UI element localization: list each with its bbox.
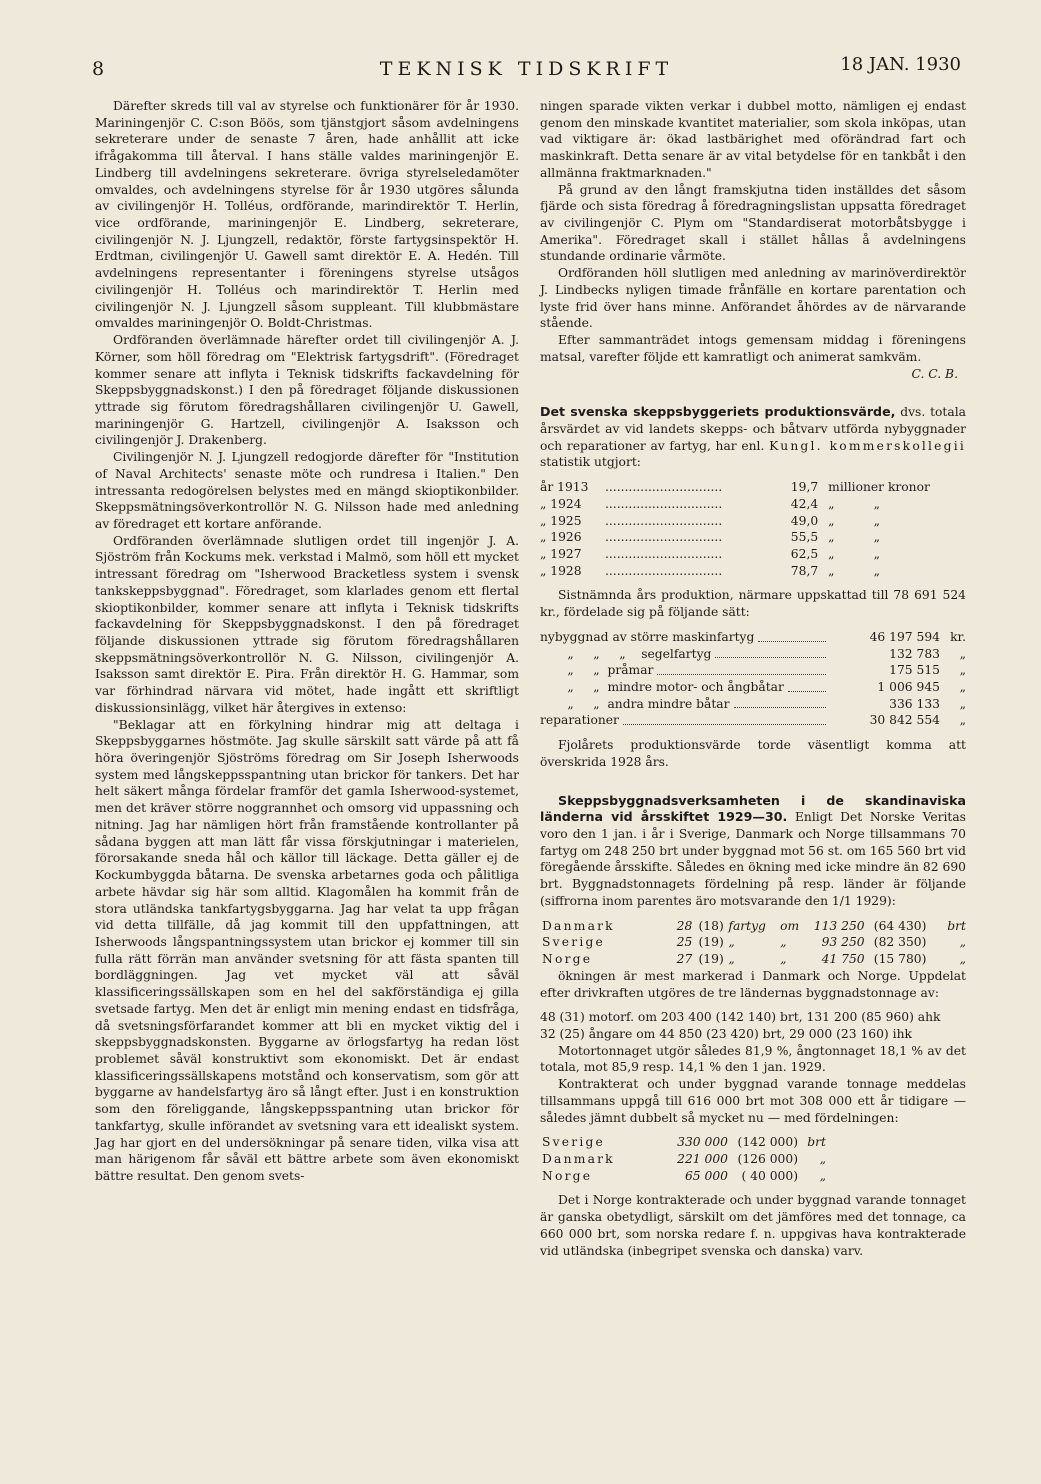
table-row: „ „ mindre motor- och ångbåtar 1 006 945 „ [540,680,966,694]
steam-line: 32 (25) ångare om 44 850 (23 420) brt, 29 000 (23 160) ihk [540,1026,912,1041]
section-shipbuilding-intro: Skeppsbyggnadsverksamheten i de skandinaviska länderna vid årsskiftet 1929—30. Enligt Det Norske Veritas voro den 1 jan. i år i Sverige, Danmark och Norge tillsammans 70 fartyg om 248 250 brt under byggnad mot 56 st. om 165 560 brt vid föregående årsskifte. Således en ökning med icke mindre än 82 690 brt. Byggnadstonnagets fördelning på resp. länder är följande (siffrorna inom parentes äro motsvarande den 1/1 1929): [540,792,966,908]
section-heading: Det svenska skeppsbyggeriets produktionsvärde, [540,404,896,420]
production-by-year-table [540,479,966,579]
table-row: Norge 27 (19) „ „ 41 750 (15 780) „ [542,952,966,967]
page-header [92,54,961,84]
contracted-tonnage-table [542,1134,826,1184]
table-row: „ 1928 .............................. 78,7 „ „ [540,563,881,578]
paragraph: Ordföranden höll slutligen med anledning av marinöverdirektör J. Lindbecks nyligen timade frånfälle en kortare parentation och lyste frid över hans minne. Anförandet åhördes av de närvarande stående. [540,266,966,331]
paragraph: Civilingenjör N. J. Ljungzell redogjorde därefter för "Institution of Naval Architects' senaste möte och rundresa i Italien." Den intressanta redogörelsen belystes med en mängd skioptikonbilder. Skeppsmätningsöverkontrollör N. G. Nilsson hade med anledning av föredraget ett kortare anförande. [95,450,519,531]
journal-title: TEKNISK TIDSKRIFT [379,58,674,80]
paragraph: Efter sammanträdet intogs gemensam middag i föreningens matsal, varefter följde ett kamratligt och animerat samkväm. [540,333,966,364]
table-row: reparationer 30 842 554 „ [540,713,966,728]
paragraph: Därefter skreds till val av styrelse och funktionärer för år 1930. Mariningenjör C. C:son Böös, som tjänstgjort såsom avdelningens sekreterare under de senaste 7 åren, hade anhållit att icke ifrågakomma till återval. I hans ställe valdes mariningenjör E. Lindberg till avdelningens sekreterare. övriga styrelseledamöter omvaldes, och avdelningens styrelse för år 1930 utgöres sålunda av civilingenjör H. Tolléus, ordförande, marindirektör T. Herlin, vice ordförande, mariningenjör E. Lindberg, sekreterare, civilingenjör N. J. Ljungzell, redaktör, förste fartygsinspektör H. Erdtman, civilingenjör U. Gawell samt direktör E. A. Hedén. Till avdelningens representanter i föreningens styrelse utsågos civilingenjör H. Tolléus och marindirektör T. Herlin med civilingenjör N. J. Ljungzell såsom suppleant. Till klubbmästare omvaldes mariningenjör O. Boldt-Christmas. [95,99,519,331]
table-row: Sverige 330 000 (142 000) brt [542,1135,826,1150]
paragraph: Ordföranden överlämnade härefter ordet till civilingenjör A. J. Körner, som höll föredrag om "Elektrisk fartygsdrift". (Föredraget kommer senare att inflyta i Teknisk tidskrifts fackavdelning för Skeppsbyggnadskonst.) I den på föredraget följande diskussionen yttrade sig förutom föredragshållaren civilingenjör U. Gawell, mariningenjör G. Hartzell, civilingenjör A. Isaksson och civilingenjör J. Drakenberg. [95,333,519,448]
table-row: Sverige 25 (19) „ „ 93 250 (82 350) „ [542,935,966,950]
paragraph: Ordföranden överlämnade slutligen ordet till ingenjör J. A. Sjöström från Kockums mek. verkstad i Malmö, som höll ett mycket intressant föredrag om "Isherwood Bracketless system i svensk tankskeppsbyggnad". Föredraget, som klarlades genom ett flertal skioptikonbilder, kommer senare att inflyta i Teknisk tidskrifts fackavdelning för Skeppsbyggnadskonst. I den på föredraget följande diskussionen yttrade sig förutom föredragshållaren skeppsmätningsöverkontrollör N. G. Nilsson, civilingenjör A. Isaksson samt direktör E. Pira. Från direktör H. G. Hammar, som var förhindrad närvara vid mötet, hade ingått ett skriftligt diskussionsinlägg, vilket här återgives in extenso: [95,533,519,715]
paragraph: "Beklagar att en förkylning hindrar mig att deltaga i Skeppsbyggarnes höstmöte. Jag skulle särskilt satt värde på att få höra överingenjör Sjöströms föredrag om Sir Joseph Isherwoods system med långskeppsspantning utan brickor för tankers. Det har helt säkert många fördelar framför det gamla Isherwood-systemet, men det kräver större noggrannhet och omsorg vid uppassning och nitning. Jag har nämligen hört från framstående kontrollanter på sådana byggen att man lätt får vissa förskjutningar i materielen, förorsakande sneda hål och källor till läckage. Detta gäller ej de Kockumbyggda båtarna. De svenska arbetarnes goda och pålitliga arbete hävdar sig här som alltid. Klagomålen ha kommit från de stora utländska tankfartygsbyggarna. Jag har velat ta upp frågan vid detta tillfälle, då jag kommit till den uppfattningen, att Isherwoods långspantningssystem utan brickor ej kommer till sin fulla rätt förrän man använder svetsning för att fästa spanten till bordläggningen. Jag vet mycket väl att såväl klassificeringssällskapen som en hel del sakförständiga ej gilla svetsade fartyg. Men det är enligt min mening endast en tidsfråga, då svetsningsförfarandet kommer att bli en mycket viktig del i skeppsbyggnadskonsten. Byggarne av örlogsfartyg ha redan löst problemet såväl konstruktivt som ekonomiskt. Det är endast klassificeringssällskapens motstånd och konservatism, som gör att byggarne av handelsfartyg äro så långt efter. Just i en konstruktion som den föreliggande, långskeppsspantning utan brickor för tankfartyg, skulle införandet av svetsning vara ett idealiskt system. Jag har gjort en del undersökningar på senare tiden, vilka visa att man härigenom får såväl ett bättre arbete som även ekonomiskt bättre resultat. Den genom svets- [95,717,519,1183]
table-row: „ 1926 .............................. 55,5 „ „ [540,530,881,545]
section-production-intro: Det svenska skeppsbyggeriets produktionsvärde, dvs. totala årsvärdet av vid landets skepps- och båtvarv utförda nybyggnader och reparationer av fartyg, har enl. Kungl. kommerskollegii statistik utgjort: [540,404,966,470]
right-column [540,98,966,1259]
table-row: „ „ „ segelfartyg 132 783 „ [540,646,966,661]
table-row: „ 1925 .............................. 49,0 „ „ [540,513,881,528]
paragraph: På grund av den långt framskjutna tiden inställdes det såsom fjärde och sista föredrag å föredragningslistan uppsatta föredraget av civilingenjör C. Plym om "Standardiserat motorbåtsbygge i Amerika". Föredraget skall i stället hållas å avdelningens stundande ordinarie vårmöte. [540,182,966,264]
table-row: „ 1927 .............................. 62,5 „ „ [540,546,881,561]
signature: C. C. B. [911,366,958,381]
table-row: „ „ pråmar 175 515 „ [540,663,966,678]
paragraph: ningen sparade vikten verkar i dubbel motto, nämligen ej endast genom den minskade kvantitet materialier, som skola inköpas, utan vad viktigare är: ökad lastbärighet med oförändrad fart och maskinkraft. Detta senare är av vital betydelse för en tankbåt i den allmänna fraktmarknaden." [540,99,966,180]
table-row: „ 1924 .............................. 42,4 „ „ [540,496,881,511]
paragraph: ökningen är mest markerad i Danmark och Norge. Uppdelat efter drivkraften utgöres de tre ländernas byggnadstonnage av: [540,968,966,1000]
table-row: „ „ andra mindre båtar 336 133 „ [540,696,966,711]
section-heading: Skeppsbyggnadsverksamheten i de skandinaviska länderna vid årsskiftet 1929—30. [540,792,966,825]
table-row: nybyggnad av större maskinfartyg 46 197 594 kr. [540,629,966,644]
table-row: Norge 65 000 ( 40 000) „ [542,1168,826,1183]
table-row: år 1913 .............................. 19,7 millioner kronor [540,480,930,495]
table-row: Danmark 28 (18) fartyg om 113 250 (64 430) brt [542,918,966,933]
paragraph: Sistnämnda års produktion, närmare uppskattad till 78 691 524 kr., fördelade sig på följande sätt: [540,588,966,620]
table-row: Danmark 221 000 (126 000) „ [542,1151,826,1166]
left-column [95,98,519,1185]
issue-date: 18 JAN. 1930 [840,54,961,75]
page-number: 8 [92,58,105,80]
paragraph: Fjolårets produktionsvärde torde väsentligt komma att överskrida 1928 års. [540,738,966,769]
country-tonnage-table [542,918,966,968]
motor-line: 48 (31) motorf. om 203 400 (142 140) brt, 131 200 (85 960) ahk [540,1010,941,1025]
production-distribution-table [540,629,966,729]
paragraph: Det i Norge kontrakterade och under byggnad varande tonnaget är ganska obetydligt, särskilt om det jämföres med det tonnage, ca 660 000 brt, som norska redare f. n. uppgivas hava kontrakterade vid utländska (inbegripet svenska och danska) varv. [540,1193,966,1258]
paragraph: Kontrakterat och under byggnad varande tonnage meddelas tillsammans uppgå till 616 000 brt mot 308 000 ett år tidigare — således jämnt dubbelt så mycket nu — med fördelningen: [540,1077,966,1125]
paragraph: Motortonnaget utgör således 81,9 %, ångtonnaget 18,1 % av det totala, mot 85,9 resp. 14,1 % den 1 jan. 1929. [540,1043,966,1075]
